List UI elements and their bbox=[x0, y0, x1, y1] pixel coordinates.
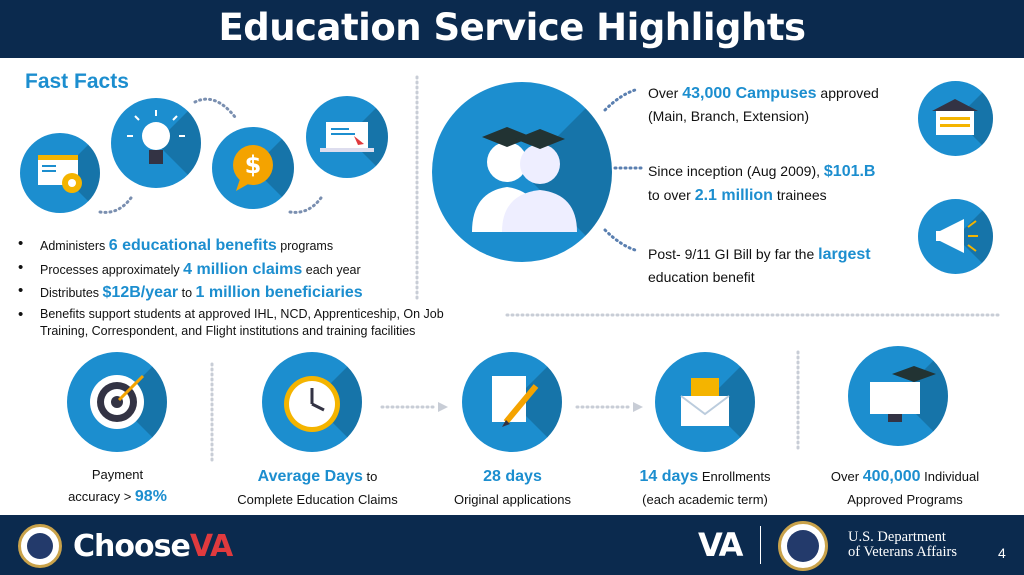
payment-accuracy-stat: Payment accuracy > 98% bbox=[68, 467, 167, 506]
logo-divider bbox=[760, 526, 761, 564]
clock-icon bbox=[262, 352, 362, 452]
campuses-fact: Over 43,000 Campuses approved (Main, Branch, Extension) bbox=[648, 85, 879, 124]
dotted-connector bbox=[285, 190, 330, 220]
list-item: • Administers 6 educational benefits programs bbox=[18, 235, 488, 257]
list-item: • Processes approximately 4 million claims each year bbox=[18, 259, 488, 281]
days-28-stat: 28 days Original applications bbox=[453, 468, 572, 507]
target-icon bbox=[67, 352, 167, 452]
fast-facts-heading: Fast Facts bbox=[25, 70, 129, 93]
choose-va-logo: ChooseVA bbox=[73, 529, 233, 564]
programs-stat: Over 400,000 Individual Approved Programs bbox=[830, 468, 980, 507]
megaphone-icon bbox=[918, 199, 993, 274]
dotted-connector bbox=[612, 162, 647, 174]
va-logo: VA bbox=[698, 526, 742, 564]
vertical-divider bbox=[208, 362, 216, 462]
arrow-connector bbox=[575, 399, 645, 415]
arrow-connector bbox=[380, 399, 450, 415]
monitor-graduation-icon bbox=[848, 346, 948, 446]
document-pen-icon bbox=[462, 352, 562, 452]
days-14-stat: 14 days Enrollments (each academic term) bbox=[639, 468, 771, 507]
average-days-stat: Average Days to Complete Education Claims bbox=[237, 468, 398, 507]
horizontal-divider bbox=[505, 311, 1000, 319]
dotted-connector bbox=[190, 92, 240, 122]
lightbulb-icon bbox=[111, 98, 201, 188]
dotted-connector bbox=[600, 225, 640, 255]
header-bar bbox=[0, 0, 1024, 58]
list-item: • Benefits support students at approved IHL, NCD, Apprenticeship, On Job Training, Correspondent, and Flight institutions and training facilities bbox=[18, 306, 488, 340]
dollar-speech-icon bbox=[212, 127, 294, 209]
svg-text:$: $ bbox=[244, 151, 262, 179]
page-title: Education Service Highlights bbox=[218, 6, 806, 49]
va-seal-icon bbox=[18, 524, 62, 568]
dotted-connector bbox=[95, 190, 140, 220]
page-number: 4 bbox=[998, 545, 1006, 561]
webpage-gear-icon bbox=[20, 133, 100, 213]
envelope-icon bbox=[655, 352, 755, 452]
fast-facts-list bbox=[18, 235, 488, 342]
inception-fact: Since inception (Aug 2009), $101.B to over 2.1 million trainees bbox=[648, 163, 876, 204]
graduates-icon bbox=[432, 82, 612, 262]
department-name bbox=[848, 530, 957, 560]
campus-building-icon bbox=[918, 81, 993, 156]
gibill-fact: Post- 9/11 GI Bill by far the largest education benefit bbox=[648, 246, 871, 285]
department-line-2: of Veterans Affairs bbox=[848, 544, 957, 561]
department-line-1: U.S. Department bbox=[848, 529, 946, 545]
dotted-connector bbox=[600, 85, 640, 115]
va-seal-icon bbox=[778, 521, 828, 571]
list-item: • Distributes $12B/year to 1 million beneficiaries bbox=[18, 282, 488, 304]
vertical-divider bbox=[794, 350, 802, 450]
laptop-icon bbox=[306, 96, 388, 178]
